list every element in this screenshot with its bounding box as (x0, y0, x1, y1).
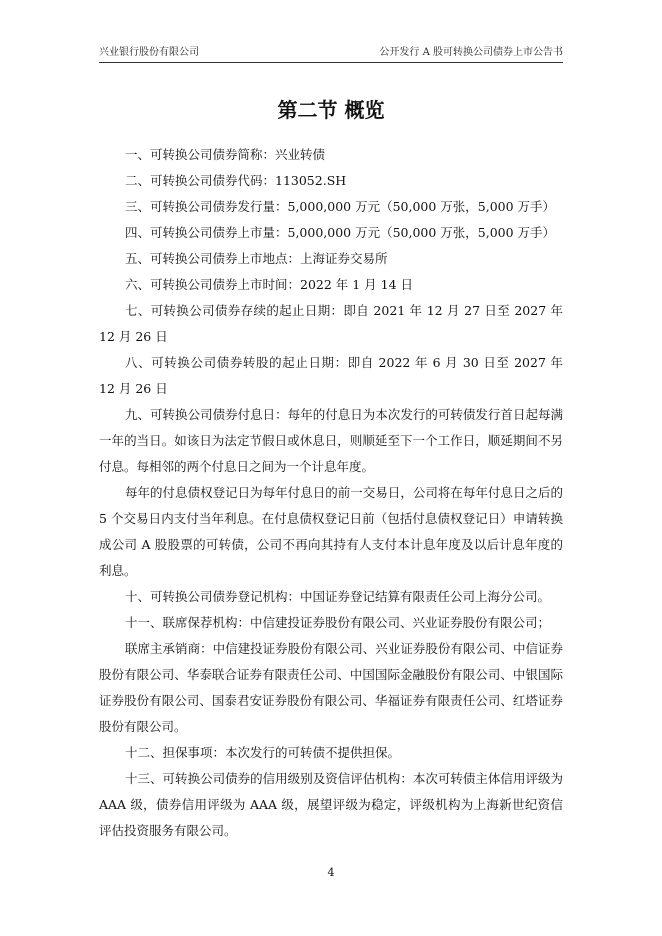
paragraph-term-dates: 七、可转换公司债券存续的起止日期：即自 2021 年 12 月 27 日至 2027 年 12 月 26 日 (99, 303, 563, 344)
paragraph-listing-amount: 四、可转换公司债券上市量：5,000,000 万元（50,000 万张，5,000 万手） (125, 225, 556, 240)
paragraph-interest-date: 九、可转换公司债券付息日：每年的付息日为本次发行的可转债发行首日起每满一年的当日。如该日为法定节假日或休息日，则顺延至下一个工作日，顺延期间不另付息。每相邻的两个付息日之间为一个计息年度。 (99, 407, 563, 474)
document-body (99, 142, 563, 844)
header-company-name: 兴业银行股份有限公司 (99, 47, 199, 58)
paragraph-guarantee: 十二、担保事项：本次发行的可转债不提供担保。 (125, 745, 401, 760)
paragraph-joint-underwriters: 联席主承销商：中信建投证券股份有限公司、兴业证券股份有限公司、中信证券股份有限公司、华泰联合证券有限责任公司、中国国际金融股份有限公司、中银国际证券股份有限公司、国泰君安证券股份有限公司、华福证券有限责任公司、红塔证券股份有限公司。 (99, 641, 563, 734)
page-header (99, 46, 563, 63)
header-document-title: 公开发行 A 股可转换公司债券上市公告书 (379, 47, 563, 58)
paragraph-bond-short-name: 一、可转换公司债券简称：兴业转债 (125, 147, 326, 162)
paragraph-interest-record-date: 每年的付息债权登记日为每年付息日的前一交易日，公司将在每年付息日之后的 5 个交易日内支付当年利息。在付息债权登记日前（包括付息债权登记日）申请转换成公司 A 股股票的可转债，公司不再向其持有人支付本计息年度及以后计息年度的利息。 (99, 485, 563, 578)
page-number: 4 (327, 866, 335, 879)
paragraph-joint-sponsors: 十一、联席保荐机构：中信建投证券股份有限公司、兴业证券股份有限公司； (125, 615, 551, 630)
paragraph-conversion-dates: 八、可转换公司债券转股的起止日期：即自 2022 年 6 月 30 日至 2027 年 12 月 26 日 (99, 355, 563, 396)
paragraph-bond-code: 二、可转换公司债券代码：113052.SH (125, 173, 347, 188)
paragraph-registration-agency: 十、可转换公司债券登记机构：中国证券登记结算有限责任公司上海分公司。 (125, 589, 551, 604)
paragraph-issue-amount: 三、可转换公司债券发行量：5,000,000 万元（50,000 万张，5,000 万手） (125, 199, 556, 214)
paragraph-credit-rating: 十三、可转换公司债券的信用级别及资信评估机构：本次可转债主体信用评级为 AAA 级，债券信用评级为 AAA 级，展望评级为稳定，评级机构为上海新世纪资信评估投资服务有限公司。 (99, 771, 563, 838)
section-title: 第二节 概览 (277, 98, 385, 122)
paragraph-listing-date: 六、可转换公司债券上市时间：2022 年 1 月 14 日 (125, 277, 414, 292)
paragraph-listing-venue: 五、可转换公司债券上市地点：上海证券交易所 (125, 251, 388, 266)
